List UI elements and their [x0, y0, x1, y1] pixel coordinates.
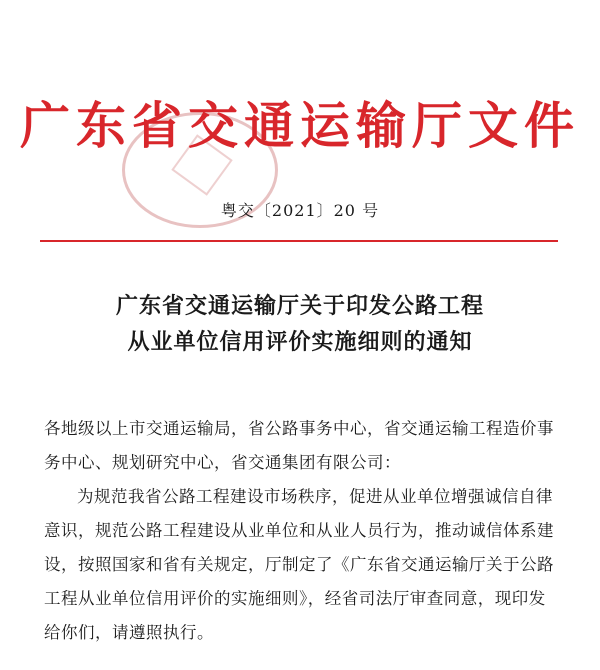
document-body	[44, 412, 560, 650]
notice-title	[0, 288, 600, 360]
body-paragraph: 为规范我省公路工程建设市场秩序，促进从业单位增强诚信自律意识，规范公路工程建设从业单位和从业人员行为，推动诚信体系建设，按照国家和省有关规定，厅制定了《广东省交通运输厅关于公路工程从业单位信用评价的实施细则》，经省司法厅审查同意，现印发给你们，请遵照执行。	[44, 487, 554, 642]
addressee-line: 各地级以上市交通运输局，省公路事务中心，省交通运输工程造价事务中心、规划研究中心，省交通集团有限公司：	[44, 419, 554, 472]
notice-title-line-2: 从业单位信用评价实施细则的通知	[127, 329, 473, 355]
notice-title-line-1: 广东省交通运输厅关于印发公路工程	[115, 293, 484, 319]
red-divider-line	[40, 240, 558, 242]
document-number: 粤交〔2021〕20 号	[220, 201, 380, 220]
agency-header-title: 广东省交通运输厅文件	[20, 97, 580, 155]
